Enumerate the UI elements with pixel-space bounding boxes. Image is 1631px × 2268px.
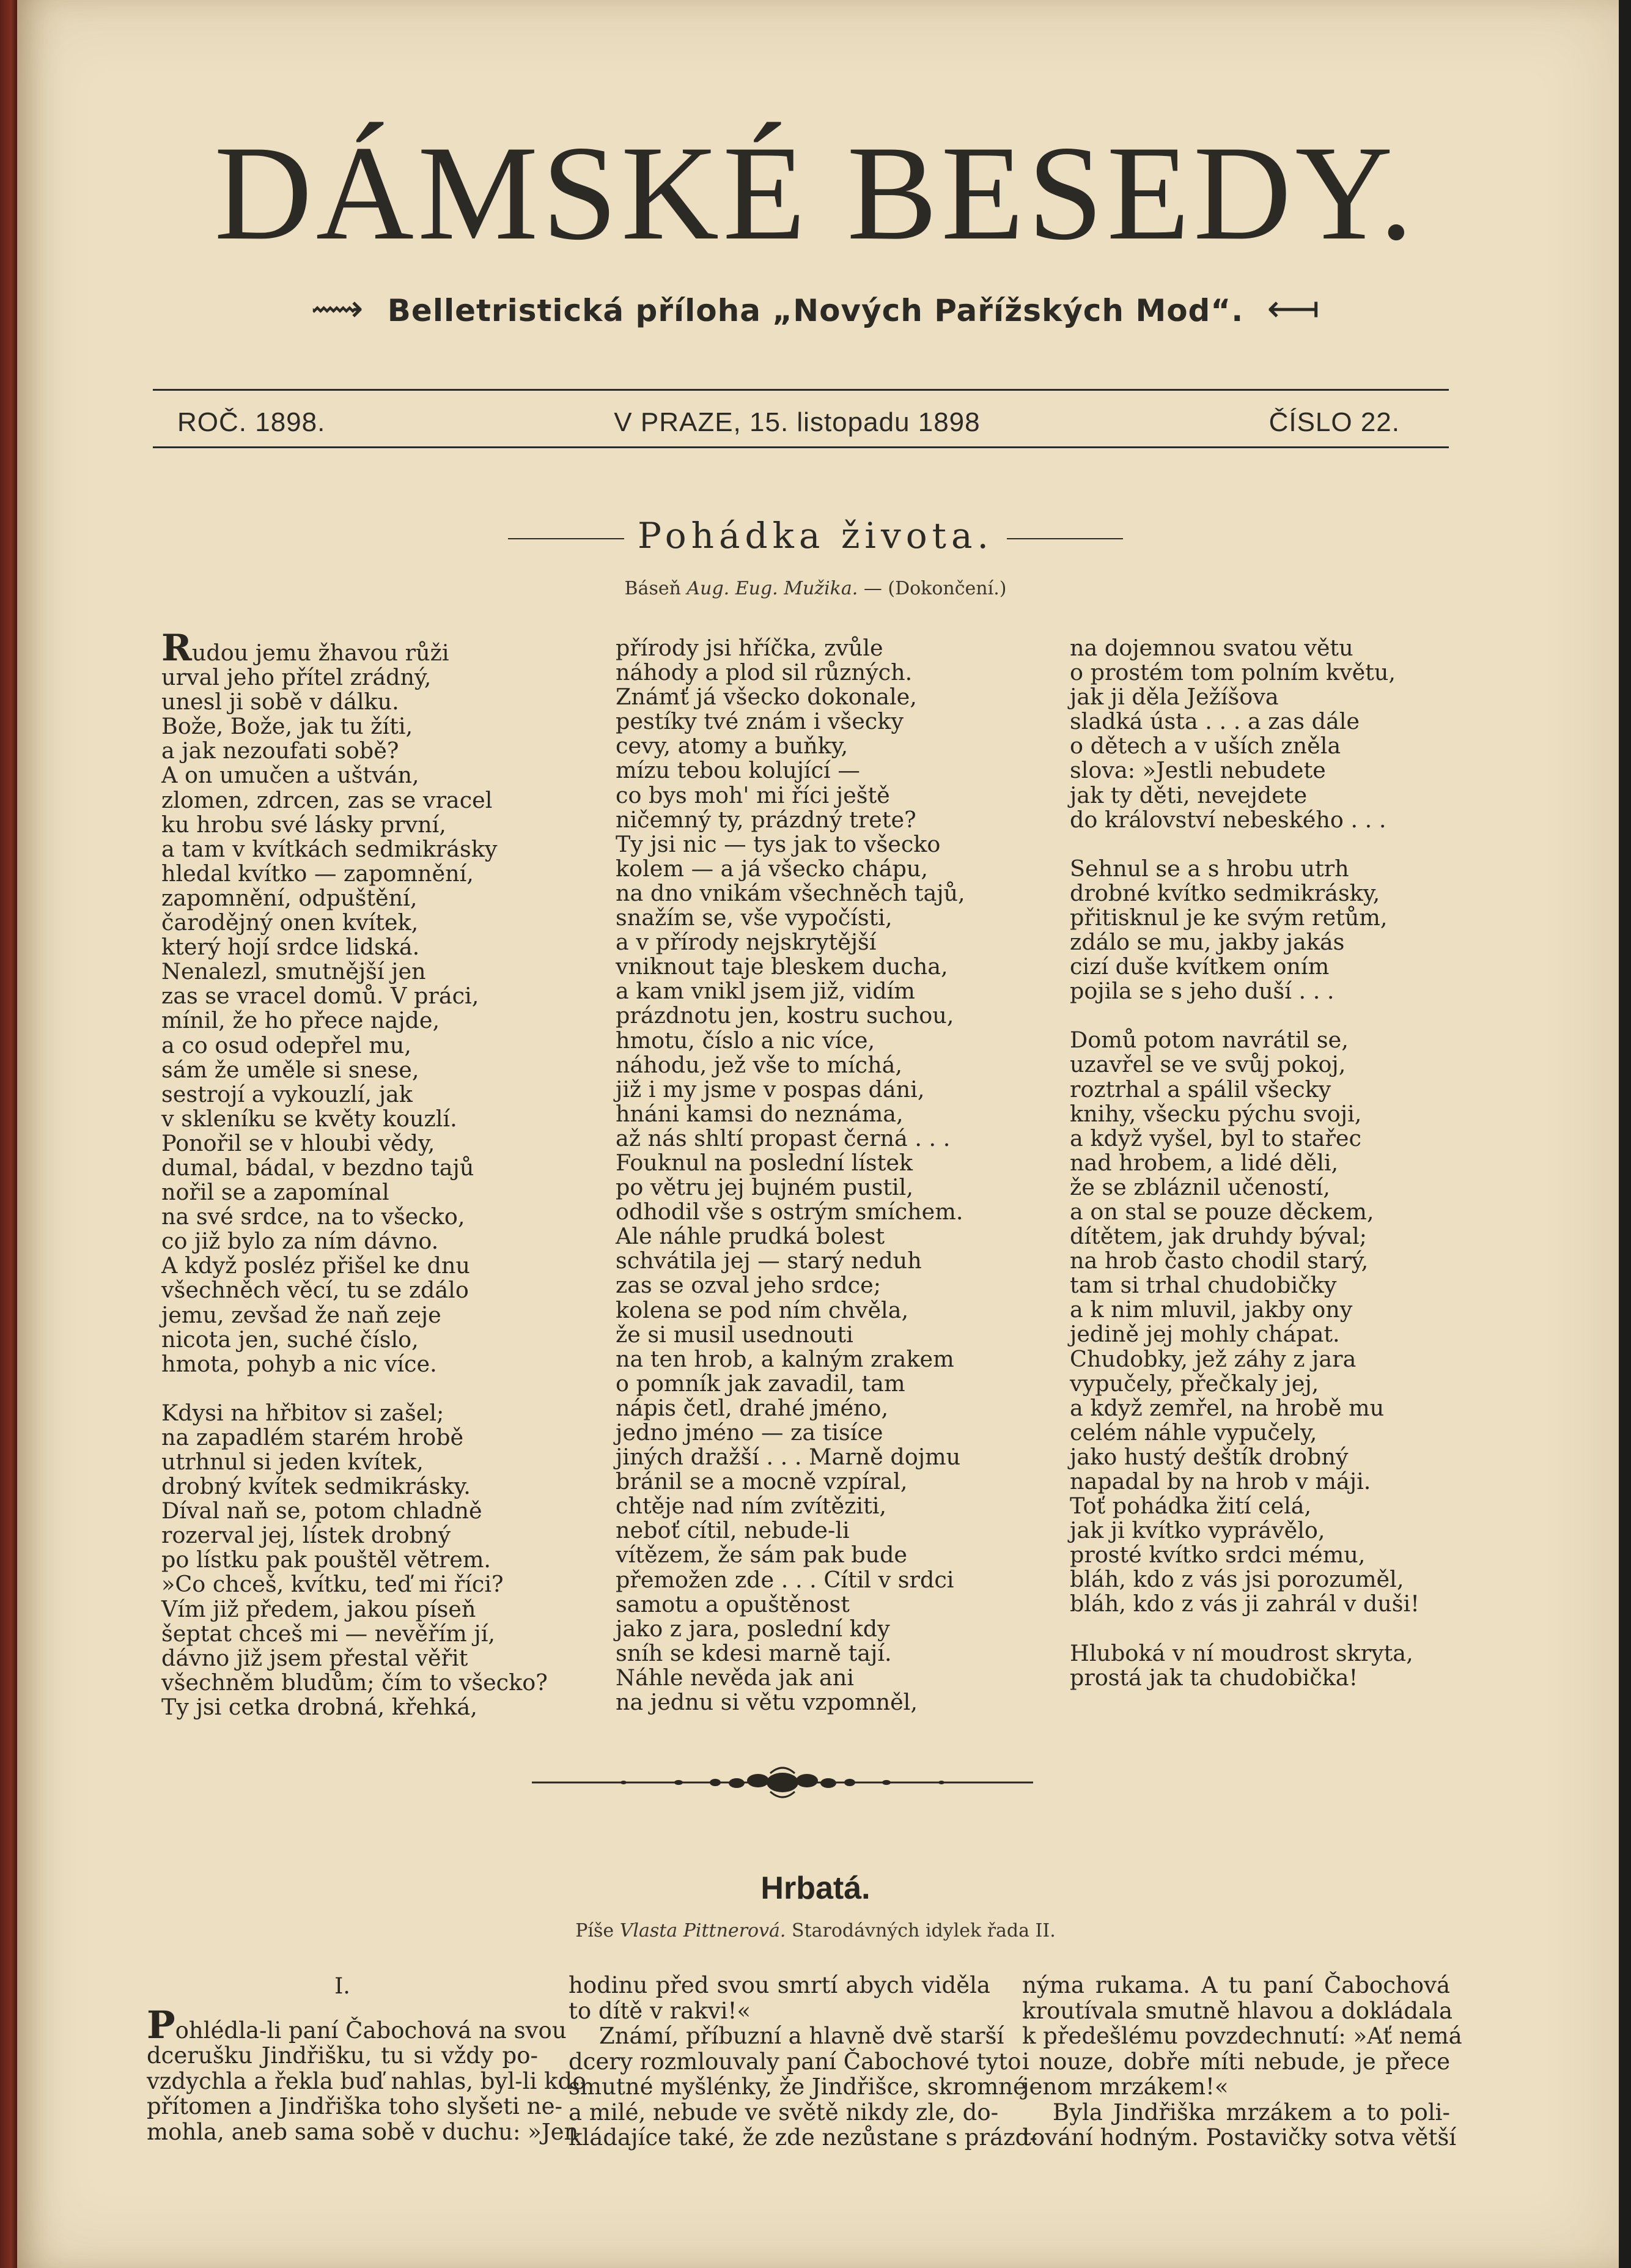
issue-infobar xyxy=(177,407,1400,438)
story-line: dcery rozmlouvaly paní Čabochové tyto xyxy=(569,2048,1022,2075)
story-dropcap: P xyxy=(147,2002,175,2047)
story-column-2 xyxy=(569,1972,1037,2151)
masthead-subtitle xyxy=(0,287,1631,330)
story-title: Hrbatá. xyxy=(760,1871,871,1906)
story-line: Byla Jindřiška mrzákem a to poli- xyxy=(1053,2099,1450,2126)
header-rule-bottom xyxy=(153,446,1449,448)
story-line: a milé, nebude ve světě nikdy zle, do- xyxy=(569,2099,999,2126)
byline-prefix: Báseň xyxy=(624,578,681,599)
poem-column-3 xyxy=(1070,636,1419,1690)
poem-author: Aug. Eug. Mužika. xyxy=(687,578,858,599)
story-line: mohla, aneb sama sobě v duchu: »Jen xyxy=(147,2118,579,2145)
story-line: i nouze, dobře míti nebude, je přece xyxy=(1022,2048,1450,2075)
story-line-text: ohlédla-li paní Čabochová na svou xyxy=(175,2017,567,2044)
story-line: Známí, příbuzní a hlavně dvě starší xyxy=(599,2023,1004,2049)
poem-title: Pohádka života. xyxy=(638,515,993,556)
poem-col1-stanza-b: Kdysi na hřbitov si zašel; na zapadlém starém hrobě utrhnul si jeden kvítek, drobný kvítek sedmikrásky. Díval naň se, potom chladně rozerval jej, lístek drobný po lístku pak pouštěl větrem. »Co chceš, kvítku, teď mi říci? Vím již předem, jakou píseň šeptat chceš mi — nevěřím jí, dávno již jsem přestal věřit všechněm bludům; čím to všecko? Ty jsi cetka drobná, křehká, xyxy=(161,1399,548,1720)
story-line: to dítě v rakvi!« xyxy=(569,1997,751,2024)
story-line: tování hodným. Postavičky sotva větší xyxy=(1022,2124,1457,2151)
story-line xyxy=(147,2002,567,2047)
story-line: kroutívala smutně hlavou a dokládala xyxy=(1022,1997,1453,2024)
subtitle-text: Belletristická příloha „Nových Pařížských Mod“. xyxy=(387,293,1244,328)
poem-title-row xyxy=(0,515,1631,556)
title-line-right xyxy=(1007,538,1123,539)
story-line: dcerušku Jindřišku, tu si vždy po- xyxy=(147,2042,538,2069)
story-line: smutné myšlénky, že Jindřišce, skromné xyxy=(569,2074,1026,2100)
story-section-number: I. xyxy=(334,1974,350,1999)
title-line-left xyxy=(508,538,624,539)
story-byline-suffix: Starodávných idylek řada II. xyxy=(792,1920,1056,1941)
story-author: Vlasta Pittnerová. xyxy=(619,1920,786,1941)
poem-column-2 xyxy=(616,636,965,1715)
floral-divider-icon xyxy=(532,1761,1033,1804)
issue-place-date: V PRAZE, 15. listopadu 1898 xyxy=(614,407,981,437)
story-byline-prefix: Píše xyxy=(575,1920,614,1941)
story-line: vzdychla a řekla buď nahlas, byl-li kdo xyxy=(147,2067,586,2094)
poem-column-1 xyxy=(161,627,548,1720)
story-byline xyxy=(0,1920,1631,1941)
masthead-title: DÁMSKÉ BESEDY. xyxy=(214,118,1417,268)
byline-suffix: — (Dokončení.) xyxy=(863,578,1007,599)
poem-col2-text: přírody jsi hříčka, zvůle náhody a plod sil různých. Známť já všecko dokonale, pestíky tvé znám i všecky cevy, atomy a buňky, mízu tebou kolující — co bys moh' mi říci ještě ničemný ty, prázdný trete? Ty jsi nic — tys jak to všecko kolem — a já všecko chápu, na dno vnikám všechněch tajů, snažím se, vše vypočísti, a v přírody nejskrytější vniknout taje bleskem ducha, a kam vnikl jsem již, vidím prázdnotu jen, kostru suchou, hmotu, číslo a nic více, náhodu, jež vše to míchá, již i my jsme v pospas dáni, hnáni kamsi do neznáma, až nás shltí propast černá . . . Fouknul na poslední lístek po větru jej bujném pustil, odhodil vše s ostrým smíchem. Ale náhle prudká bolest schvátila jej — starý neduh zas se ozval jeho srdce; kolena se pod ním chvěla, že si musil usednouti na ten hrob, a kalným zrakem o pomník jak zavadil, tam nápis četl, drahé jméno, jedno jméno — za tisíce jiných dražší . . . Marně dojmu bránil se a mocně vzpíral, chtěje nad ním zvítěziti, neboť cítil, nebude-li vítězem, že sám pak bude přemožen zde . . . Cítil v srdci samotu a opuštěnost jako z jara, poslední kdy sníh se kdesi marně tají. Náhle nevěda jak ani na jednu si větu vzpomněl, xyxy=(616,635,965,1716)
header-rule-top xyxy=(153,389,1449,391)
poem-col3-stanza-c: Domů potom navrátil se, uzavřel se ve svůj pokoj, roztrhal a spálil všecky knihy, všecku pýchu svoji, a když vyšel, byl to stařec nad hrobem, a lidé děli, že se zbláznil učeností, a on stal se pouze děckem, dítětem, jak druhdy býval; na hrob často chodil starý, tam si trhal chudobičky a k nim mluvil, jakby ony jedině jej mohly chápat. Chudobky, jež záhy z jara vypučely, přečkaly jej, a když zemřel, na hrobě mu celém náhle vypučely, jako hustý deštík drobný napadal by na hrob v máji. Toť pohádka žití celá, jak ji kvítko vyprávělo, prosté kvítko srdci mému, bláh, kdo z vás jsi porozuměl, bláh, kdo z vás ji zahrál v duši! xyxy=(1070,1027,1419,1617)
poem-dropcap: R xyxy=(161,627,192,670)
story-line: jenom mrzákem!« xyxy=(1022,2074,1229,2100)
poem-col3-stanza-a: na dojemnou svatou větu o prostém tom polním květu, jak ji děla Ježíšova sladká ústa . . . a zas dále o dětech a v uších zněla slova: »Jestli nebudete jak ty děti, nevejdete do království nebeského . . . xyxy=(1070,635,1396,833)
story-column-3 xyxy=(1022,1972,1462,2151)
story-line: nýma rukama. A tu paní Čabochová xyxy=(1022,1972,1450,1998)
issue-number: ČÍSLO 22. xyxy=(1268,407,1400,437)
poem-byline xyxy=(0,578,1631,599)
story-line: hodinu před svou smrtí abych viděla xyxy=(569,1972,990,1998)
story-line: přítomen a Jindřiška toho slyšeti ne- xyxy=(147,2093,562,2119)
poem-col3-stanza-b: Sehnul se a s hrobu utrh drobné kvítko sedmikrásky, přitisknul je ke svým retům, zdálo se mu, jakby jakás cizí duše kvítkem oním pojila se s jeho duší . . . xyxy=(1070,855,1388,1005)
poem-col3-stanza-d: Hluboká v ní moudrost skryta, prostá jak ta chudobička! xyxy=(1070,1639,1413,1691)
poem-col1-stanza-a: urval jeho přítel zrádný, unesl ji sobě v dálku. Bože, Bože, jak tu žíti, a jak nezoufati sobě? A on umučen a uštván, zlomen, zdrcen, zas se vracel ku hrobu své lásky první, a tam v kvítkách sedmikrásky hledal kvítko — zapomnění, zapomnění, odpuštění, čarodějný onen kvítek, který hojí srdce lidská. Nenalezl, smutnější jen zas se vracel domů. V práci, mínil, že ho přece najde, a co osud odepřel mu, sám že uměle si snese, sestrojí a vykouzlí, jak v skleníku se květy kouzlí. Ponořil se v hloubi vědy, dumal, bádal, v bezdno tajů nořil se a zapomínal na své srdce, na to všecko, co již bylo za ním dávno. A když posléz přišel ke dnu všechněch věcí, tu se zdálo jemu, zevšad že naň zeje nicota jen, suché číslo, hmota, pohyb a nic více. xyxy=(161,664,498,1377)
flourish-left-icon: ⟿ xyxy=(311,287,364,330)
poem-col1-first-line: udou jemu žhavou růži xyxy=(191,640,449,666)
flourish-right-icon: ⟻ xyxy=(1267,287,1320,330)
story-column-1 xyxy=(147,1974,586,2145)
story-line: kládajíce také, že zde nezůstane s prázd- xyxy=(569,2124,1037,2151)
issue-year: ROČ. 1898. xyxy=(177,407,326,437)
story-line: k předešlému povzdechnutí: »Ať nemá xyxy=(1022,2023,1462,2049)
